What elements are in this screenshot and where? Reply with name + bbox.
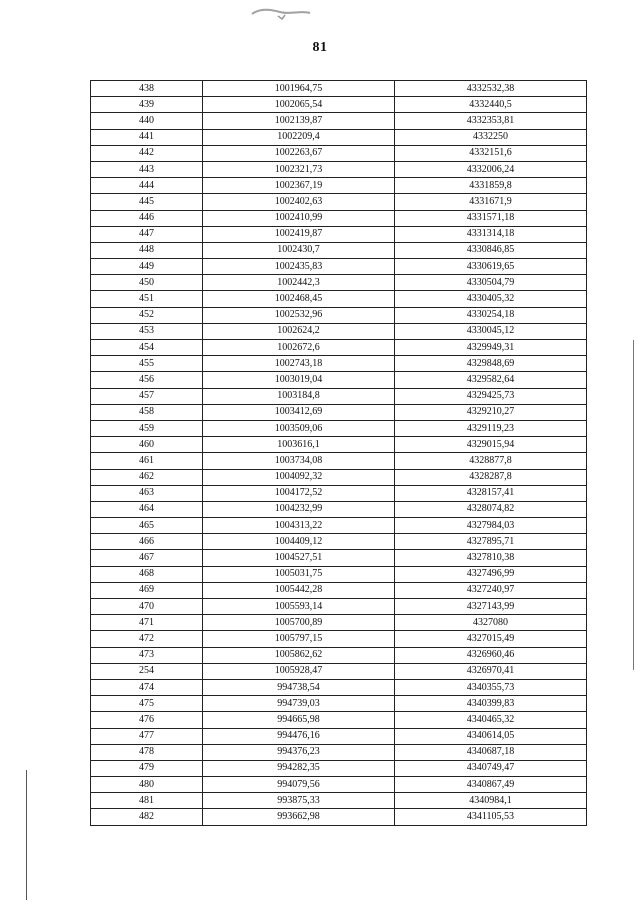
table-row — [91, 291, 587, 307]
x-coordinate-cell: 1004409,12 — [203, 534, 395, 550]
point-number-cell: 456 — [91, 372, 203, 388]
point-number-cell: 476 — [91, 712, 203, 728]
point-number-cell: 438 — [91, 81, 203, 97]
y-coordinate-cell: 4329015,94 — [395, 437, 587, 453]
table-row — [91, 97, 587, 113]
point-number-cell: 468 — [91, 566, 203, 582]
y-coordinate-cell: 4329848,69 — [395, 356, 587, 372]
table-row — [91, 194, 587, 210]
point-number-cell: 442 — [91, 145, 203, 161]
y-coordinate-cell: 4331314,18 — [395, 226, 587, 242]
y-coordinate-cell: 4327810,38 — [395, 550, 587, 566]
y-coordinate-cell: 4340984,1 — [395, 793, 587, 809]
y-coordinate-cell: 4331571,18 — [395, 210, 587, 226]
table-row — [91, 647, 587, 663]
x-coordinate-cell: 1002321,73 — [203, 161, 395, 177]
point-number-cell: 466 — [91, 534, 203, 550]
y-coordinate-cell: 4330619,65 — [395, 259, 587, 275]
x-coordinate-cell: 1002065,54 — [203, 97, 395, 113]
x-coordinate-cell: 1001964,75 — [203, 81, 395, 97]
table-row — [91, 259, 587, 275]
y-coordinate-cell: 4329119,23 — [395, 420, 587, 436]
x-coordinate-cell: 1002468,45 — [203, 291, 395, 307]
x-coordinate-cell: 1002435,83 — [203, 259, 395, 275]
x-coordinate-cell: 1005928,47 — [203, 663, 395, 679]
table-row — [91, 388, 587, 404]
y-coordinate-cell: 4340355,73 — [395, 679, 587, 695]
y-coordinate-cell: 4330254,18 — [395, 307, 587, 323]
point-number-cell: 481 — [91, 793, 203, 809]
point-number-cell: 477 — [91, 728, 203, 744]
table-row — [91, 145, 587, 161]
x-coordinate-cell: 994738,54 — [203, 679, 395, 695]
y-coordinate-cell: 4327143,99 — [395, 599, 587, 615]
y-coordinate-cell: 4328877,8 — [395, 453, 587, 469]
x-coordinate-cell: 1002743,18 — [203, 356, 395, 372]
x-coordinate-cell: 994739,03 — [203, 696, 395, 712]
x-coordinate-cell: 1002139,87 — [203, 113, 395, 129]
table-row — [91, 728, 587, 744]
x-coordinate-cell: 1005700,89 — [203, 615, 395, 631]
y-coordinate-cell: 4332532,38 — [395, 81, 587, 97]
point-number-cell: 480 — [91, 777, 203, 793]
point-number-cell: 439 — [91, 97, 203, 113]
y-coordinate-cell: 4332250 — [395, 129, 587, 145]
table-row — [91, 113, 587, 129]
table-row — [91, 582, 587, 598]
table-row — [91, 712, 587, 728]
y-coordinate-cell: 4332151,6 — [395, 145, 587, 161]
x-coordinate-cell: 1005797,15 — [203, 631, 395, 647]
x-coordinate-cell: 1002402,63 — [203, 194, 395, 210]
table-row — [91, 323, 587, 339]
x-coordinate-cell: 1004232,99 — [203, 501, 395, 517]
point-number-cell: 440 — [91, 113, 203, 129]
point-number-cell: 460 — [91, 437, 203, 453]
x-coordinate-cell: 1002209,4 — [203, 129, 395, 145]
point-number-cell: 441 — [91, 129, 203, 145]
point-number-cell: 459 — [91, 420, 203, 436]
x-coordinate-cell: 1005593,14 — [203, 599, 395, 615]
table-row — [91, 275, 587, 291]
x-coordinate-cell: 1002430,7 — [203, 242, 395, 258]
x-coordinate-cell: 993662,98 — [203, 809, 395, 825]
x-coordinate-cell: 1002442,3 — [203, 275, 395, 291]
point-number-cell: 454 — [91, 340, 203, 356]
x-coordinate-cell: 1003412,69 — [203, 404, 395, 420]
table-row — [91, 550, 587, 566]
point-number-cell: 465 — [91, 518, 203, 534]
y-coordinate-cell: 4329949,31 — [395, 340, 587, 356]
x-coordinate-cell: 1003734,08 — [203, 453, 395, 469]
point-number-cell: 450 — [91, 275, 203, 291]
x-coordinate-cell: 1005031,75 — [203, 566, 395, 582]
y-coordinate-cell: 4327015,49 — [395, 631, 587, 647]
y-coordinate-cell: 4332353,81 — [395, 113, 587, 129]
scan-edge-line — [633, 340, 634, 670]
x-coordinate-cell: 994282,35 — [203, 760, 395, 776]
coordinates-table — [90, 80, 587, 826]
table-row — [91, 663, 587, 679]
x-coordinate-cell: 1002410,99 — [203, 210, 395, 226]
table-row — [91, 744, 587, 760]
table-row — [91, 242, 587, 258]
x-coordinate-cell: 1005442,28 — [203, 582, 395, 598]
point-number-cell: 448 — [91, 242, 203, 258]
point-number-cell: 479 — [91, 760, 203, 776]
x-coordinate-cell: 1003019,04 — [203, 372, 395, 388]
point-number-cell: 474 — [91, 679, 203, 695]
table-row — [91, 226, 587, 242]
table-row — [91, 372, 587, 388]
y-coordinate-cell: 4331859,8 — [395, 178, 587, 194]
y-coordinate-cell: 4330504,79 — [395, 275, 587, 291]
table-row — [91, 453, 587, 469]
y-coordinate-cell: 4331671,9 — [395, 194, 587, 210]
x-coordinate-cell: 994665,98 — [203, 712, 395, 728]
table-row — [91, 420, 587, 436]
table-row — [91, 210, 587, 226]
y-coordinate-cell: 4328287,8 — [395, 469, 587, 485]
point-number-cell: 457 — [91, 388, 203, 404]
point-number-cell: 475 — [91, 696, 203, 712]
coordinates-table-body — [91, 81, 587, 826]
y-coordinate-cell: 4330405,32 — [395, 291, 587, 307]
table-row — [91, 809, 587, 825]
point-number-cell: 467 — [91, 550, 203, 566]
point-number-cell: 478 — [91, 744, 203, 760]
point-number-cell: 451 — [91, 291, 203, 307]
table-row — [91, 793, 587, 809]
point-number-cell: 458 — [91, 404, 203, 420]
table-row — [91, 631, 587, 647]
table-row — [91, 777, 587, 793]
table-row — [91, 599, 587, 615]
y-coordinate-cell: 4328157,41 — [395, 485, 587, 501]
point-number-cell: 469 — [91, 582, 203, 598]
table-row — [91, 340, 587, 356]
x-coordinate-cell: 1004313,22 — [203, 518, 395, 534]
y-coordinate-cell: 4327080 — [395, 615, 587, 631]
x-coordinate-cell: 1003616,1 — [203, 437, 395, 453]
x-coordinate-cell: 994476,16 — [203, 728, 395, 744]
point-number-cell: 464 — [91, 501, 203, 517]
table-row — [91, 566, 587, 582]
x-coordinate-cell: 1002367,19 — [203, 178, 395, 194]
y-coordinate-cell: 4330846,85 — [395, 242, 587, 258]
point-number-cell: 254 — [91, 663, 203, 679]
y-coordinate-cell: 4340465,32 — [395, 712, 587, 728]
point-number-cell: 453 — [91, 323, 203, 339]
x-coordinate-cell: 994079,56 — [203, 777, 395, 793]
point-number-cell: 462 — [91, 469, 203, 485]
table-row — [91, 129, 587, 145]
table-row — [91, 534, 587, 550]
y-coordinate-cell: 4340687,18 — [395, 744, 587, 760]
x-coordinate-cell: 1003509,06 — [203, 420, 395, 436]
y-coordinate-cell: 4340399,83 — [395, 696, 587, 712]
scan-edge-line — [26, 770, 27, 900]
y-coordinate-cell: 4326960,46 — [395, 647, 587, 663]
x-coordinate-cell: 1003184,8 — [203, 388, 395, 404]
point-number-cell: 463 — [91, 485, 203, 501]
y-coordinate-cell: 4340614,05 — [395, 728, 587, 744]
y-coordinate-cell: 4328074,82 — [395, 501, 587, 517]
table-row — [91, 615, 587, 631]
y-coordinate-cell: 4329210,27 — [395, 404, 587, 420]
x-coordinate-cell: 993875,33 — [203, 793, 395, 809]
y-coordinate-cell: 4327895,71 — [395, 534, 587, 550]
table-row — [91, 356, 587, 372]
table-row — [91, 404, 587, 420]
point-number-cell: 445 — [91, 194, 203, 210]
table-row — [91, 307, 587, 323]
point-number-cell: 455 — [91, 356, 203, 372]
y-coordinate-cell: 4340867,49 — [395, 777, 587, 793]
point-number-cell: 443 — [91, 161, 203, 177]
point-number-cell: 449 — [91, 259, 203, 275]
y-coordinate-cell: 4329425,73 — [395, 388, 587, 404]
table-row — [91, 760, 587, 776]
table-row — [91, 178, 587, 194]
x-coordinate-cell: 1002672,6 — [203, 340, 395, 356]
point-number-cell: 472 — [91, 631, 203, 647]
point-number-cell: 452 — [91, 307, 203, 323]
table-row — [91, 469, 587, 485]
y-coordinate-cell: 4327984,03 — [395, 518, 587, 534]
y-coordinate-cell: 4327240,97 — [395, 582, 587, 598]
page-number: 81 — [312, 40, 328, 55]
y-coordinate-cell: 4332440,5 — [395, 97, 587, 113]
table-row — [91, 161, 587, 177]
table-row — [91, 437, 587, 453]
point-number-cell: 482 — [91, 809, 203, 825]
point-number-cell: 471 — [91, 615, 203, 631]
x-coordinate-cell: 1005862,62 — [203, 647, 395, 663]
x-coordinate-cell: 1002532,96 — [203, 307, 395, 323]
point-number-cell: 447 — [91, 226, 203, 242]
point-number-cell: 470 — [91, 599, 203, 615]
table-row — [91, 696, 587, 712]
table-row — [91, 485, 587, 501]
table-row — [91, 679, 587, 695]
stamp-smudge — [250, 6, 320, 20]
y-coordinate-cell: 4340749,47 — [395, 760, 587, 776]
x-coordinate-cell: 1002624,2 — [203, 323, 395, 339]
x-coordinate-cell: 994376,23 — [203, 744, 395, 760]
y-coordinate-cell: 4330045,12 — [395, 323, 587, 339]
table-row — [91, 518, 587, 534]
x-coordinate-cell: 1002263,67 — [203, 145, 395, 161]
table-row — [91, 501, 587, 517]
y-coordinate-cell: 4329582,64 — [395, 372, 587, 388]
point-number-cell: 461 — [91, 453, 203, 469]
point-number-cell: 444 — [91, 178, 203, 194]
x-coordinate-cell: 1002419,87 — [203, 226, 395, 242]
x-coordinate-cell: 1004092,32 — [203, 469, 395, 485]
point-number-cell: 473 — [91, 647, 203, 663]
y-coordinate-cell: 4341105,53 — [395, 809, 587, 825]
y-coordinate-cell: 4332006,24 — [395, 161, 587, 177]
y-coordinate-cell: 4327496,99 — [395, 566, 587, 582]
point-number-cell: 446 — [91, 210, 203, 226]
x-coordinate-cell: 1004172,52 — [203, 485, 395, 501]
y-coordinate-cell: 4326970,41 — [395, 663, 587, 679]
x-coordinate-cell: 1004527,51 — [203, 550, 395, 566]
table-row — [91, 81, 587, 97]
